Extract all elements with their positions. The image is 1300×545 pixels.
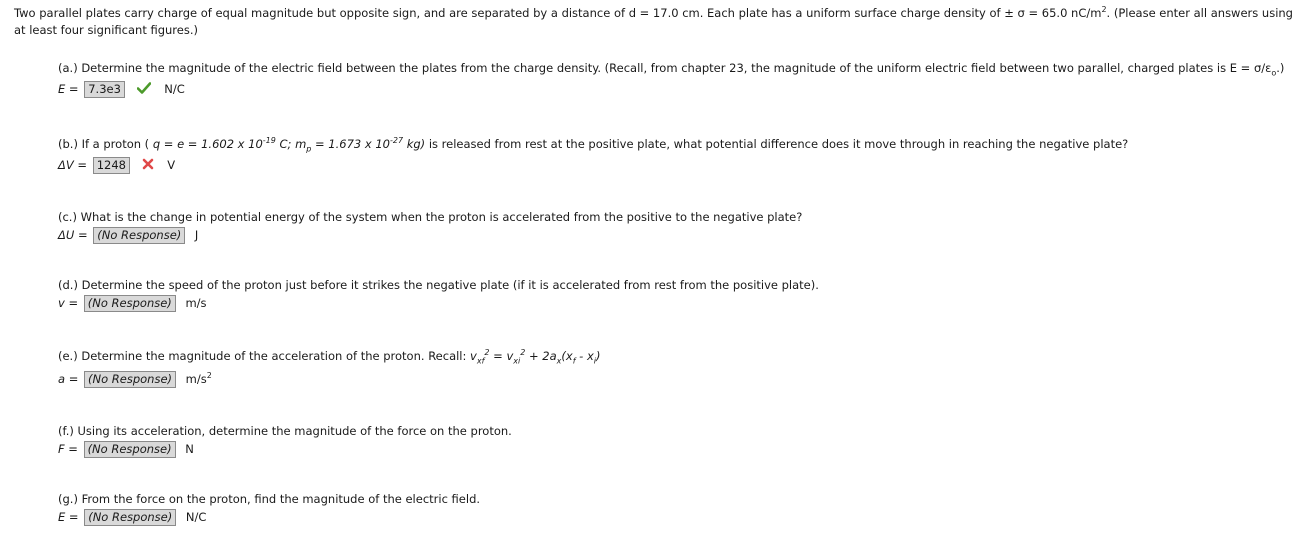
part-c xyxy=(58,209,1288,244)
answer-label: ΔV = xyxy=(58,158,88,172)
unit-label: J xyxy=(194,228,199,242)
kinematics-formula: $v_{xf}^2 = v_{xi}^2 + 2a_x(x_f - x_i)$ xyxy=(470,348,601,366)
part-a xyxy=(58,60,1288,99)
unit-label: V xyxy=(167,158,176,172)
unit-label: N xyxy=(185,442,194,456)
part-c-answer-row xyxy=(58,226,1288,244)
part-a-question: (a.) Determine the magnitude of the electric field between the plates from the charge density. (Recall, from chapter 23, the magnitude of the uniform electric field between two parallel, charged plates is $E = \sigma/\varepsilon_o$.) xyxy=(58,61,1285,78)
answer-field-delta-u[interactable]: (No Response) xyxy=(93,227,185,244)
part-b-answer-row xyxy=(58,156,1288,175)
part-g-answer-row xyxy=(58,508,1288,526)
part-g xyxy=(58,491,1288,526)
correct-check-icon xyxy=(137,81,151,99)
part-e-answer-row xyxy=(58,370,1288,388)
unit-label: N/C xyxy=(164,82,185,96)
answer-field-e-final[interactable]: (No Response) xyxy=(84,509,176,526)
answer-label: v = xyxy=(58,296,79,310)
unit-label: N/C xyxy=(185,510,207,524)
answer-label: a = xyxy=(58,372,79,386)
part-d-answer-row xyxy=(58,294,1288,312)
answer-field-a[interactable]: (No Response) xyxy=(84,371,176,388)
answer-field-v[interactable]: (No Response) xyxy=(84,295,176,312)
unit-label: m/s xyxy=(185,296,207,310)
incorrect-x-icon xyxy=(142,157,154,175)
part-b xyxy=(58,136,1288,175)
part-f-question: (f.) Using its acceleration, determine the magnitude of the force on the proton. xyxy=(58,424,512,438)
problem-statement: Two parallel plates carry charge of equal magnitude but opposite sign, and are separated by a distance of d = 17.0 cm. Each plate has a uniform surface charge density of ± σ = 65.0 $nC/m^2$. (Please enter all answers using at least four significant figures.) xyxy=(14,5,1293,37)
answer-field-delta-v[interactable]: 1248 xyxy=(93,157,130,174)
unit-label: $m/s^2$ xyxy=(185,371,212,386)
answer-label: F = xyxy=(58,442,78,456)
answer-label: ΔU = xyxy=(58,228,88,242)
part-b-question: (b.) If a proton ( q = e = 1.602 x $10^{-19}$ C; $m_p = 1.673$ x $10^{-27}$ kg) is released from rest at the positive plate, what potential difference does it move through in reaching the negative plate? xyxy=(58,136,1129,154)
part-d xyxy=(58,277,1288,312)
answer-field-f[interactable]: (No Response) xyxy=(84,441,176,458)
part-f xyxy=(58,423,1288,458)
part-e-question: (e.) Determine the magnitude of the acceleration of the proton. Recall: $v_{xf}^2 = v_{xi}^2 + 2a_x(x_f - x_i)$ xyxy=(58,348,601,366)
part-g-question: (g.) From the force on the proton, find the magnitude of the electric field. xyxy=(58,492,481,506)
answer-label: E = xyxy=(58,82,79,96)
answer-label: E = xyxy=(58,510,79,524)
part-f-answer-row xyxy=(58,440,1288,458)
part-c-question: (c.) What is the change in potential energy of the system when the proton is accelerated from the positive to the negative plate? xyxy=(58,210,803,224)
part-a-answer-row xyxy=(58,80,1288,99)
part-d-question: (d.) Determine the speed of the proton just before it strikes the negative plate (if it is accelerated from rest from the positive plate). xyxy=(58,278,819,292)
part-e xyxy=(58,348,1288,388)
answer-field-e[interactable]: 7.3e3 xyxy=(84,81,125,98)
